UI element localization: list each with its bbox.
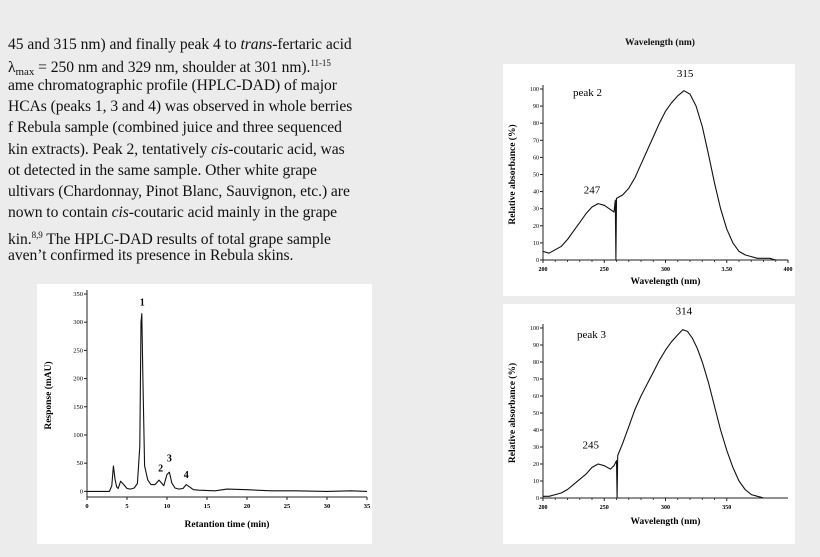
- x-axis-label: Wavelength (nm): [630, 277, 701, 287]
- x-tick-label: 25: [283, 503, 291, 510]
- peak2-top-title: Wavelength (nm): [625, 38, 695, 48]
- y-tick-label: 10: [533, 240, 539, 247]
- x-tick-label: 5: [125, 503, 129, 510]
- y-tick-label: 100: [530, 87, 539, 93]
- peak2-spectrum-chart: [503, 64, 795, 296]
- peak-annotation: 4: [183, 469, 189, 481]
- x-tick-label: 300: [661, 267, 670, 273]
- y-tick-label: 70: [533, 138, 539, 145]
- y-tick-label: 200: [73, 375, 83, 383]
- y-tick-label: 30: [533, 206, 539, 213]
- y-tick-label: 80: [533, 121, 539, 128]
- x-tick-label: 250: [599, 267, 609, 273]
- paragraph-line: nown to contain cis-coutaric acid mainly in the grape: [8, 204, 338, 221]
- y-tick-label: 50: [533, 411, 539, 417]
- y-axis-label: Response (mAU): [44, 361, 54, 430]
- y-tick-label: 90: [533, 104, 539, 111]
- paragraph-line: ot detected in the same sample. Other white grape: [8, 162, 317, 179]
- peak-annotation: 314: [675, 305, 693, 318]
- series-line: [543, 91, 788, 260]
- y-axis-label: Relative absorbance (%): [508, 124, 518, 225]
- y-tick-label: 20: [533, 223, 539, 230]
- y-tick-label: 70: [533, 377, 539, 383]
- y-tick-label: 60: [533, 394, 539, 400]
- paragraph-line: kin.$^{8,9}$ The HPLC-DAD results of total grape sample: [8, 230, 331, 248]
- x-axis-label: Wavelength (nm): [630, 517, 701, 527]
- chromatogram-chart: [37, 284, 372, 544]
- y-tick-label: 80: [533, 360, 539, 366]
- y-tick-label: 30: [533, 445, 539, 451]
- y-tick-label: 50: [76, 460, 83, 468]
- y-tick-label: 90: [533, 343, 539, 349]
- y-tick-label: 300: [73, 319, 83, 327]
- x-tick-label: 0: [85, 503, 89, 510]
- x-tick-label: 10: [163, 503, 171, 510]
- x-tick-label: 3.50: [721, 267, 732, 273]
- y-tick-label: 350: [73, 291, 83, 298]
- y-tick-label: 40: [533, 189, 539, 196]
- x-tick-label: 15: [203, 503, 211, 510]
- paragraph-line: HCAs (peaks 1, 3 and 4) was observed in whole berries: [8, 98, 353, 115]
- series-line: [543, 330, 764, 498]
- x-tick-label: 250: [599, 505, 609, 511]
- y-tick-label: 0: [536, 496, 539, 502]
- paragraph-line: aven’t confirmed its presence in Rebula skins.: [8, 247, 294, 264]
- paragraph-line: f Rebula sample (combined juice and three sequenced: [8, 119, 342, 136]
- x-tick-label: 200: [538, 267, 548, 273]
- peak-annotation: 245: [582, 439, 600, 452]
- peak-annotation: 315: [676, 68, 694, 81]
- paragraph-line: kin extracts). Peak 2, tentatively cis-coutaric acid, was: [8, 141, 345, 158]
- paragraph-line: $\lambda_{max} = 250$ nm and 329 nm, shoulder at 301 nm).$^{11-15}$: [8, 58, 331, 78]
- y-tick-label: 40: [533, 428, 539, 434]
- x-tick-label: 30: [323, 503, 331, 510]
- y-tick-label: 100: [73, 431, 83, 439]
- x-axis-label: Retantion time (min): [184, 520, 270, 530]
- x-tick-label: 35: [363, 503, 371, 510]
- paragraph-line: ame chromatographic profile (HPLC-DAD) of major: [8, 77, 337, 94]
- y-tick-label: 50: [533, 172, 539, 179]
- y-axis-label: Relative absorbance (%): [508, 362, 518, 464]
- paragraph-line: ultivars (Chardonnay, Pinot Blanc, Sauvignon, etc.) are: [8, 183, 350, 200]
- legend-text: peak 2: [573, 87, 603, 99]
- x-tick-label: 350: [722, 505, 732, 511]
- y-tick-label: 0: [536, 258, 539, 264]
- x-tick-label: 400: [783, 267, 793, 273]
- y-tick-label: 20: [533, 462, 539, 468]
- series-line: [87, 314, 367, 492]
- paragraph-line: 45 and 315 nm) and finally peak 4 to trans-fertaric acid: [8, 36, 352, 53]
- peak-annotation: 247: [583, 184, 601, 197]
- y-tick-label: 60: [533, 155, 539, 162]
- peak-annotation: 3: [166, 453, 172, 465]
- x-tick-label: 20: [243, 503, 251, 510]
- y-tick-label: 150: [73, 403, 83, 411]
- y-tick-label: 10: [533, 479, 539, 485]
- y-tick-label: 0: [79, 488, 83, 496]
- x-tick-label: 300: [661, 505, 670, 511]
- paper-paragraph: [0, 34, 418, 268]
- y-tick-label: 100: [530, 326, 539, 332]
- peak3-spectrum-chart: [503, 304, 795, 544]
- peak-annotation: 1: [139, 297, 145, 309]
- peak-annotation: 2: [158, 463, 164, 475]
- y-tick-label: 250: [73, 347, 83, 355]
- legend-text: peak 3: [577, 329, 607, 341]
- x-tick-label: 200: [538, 505, 548, 511]
